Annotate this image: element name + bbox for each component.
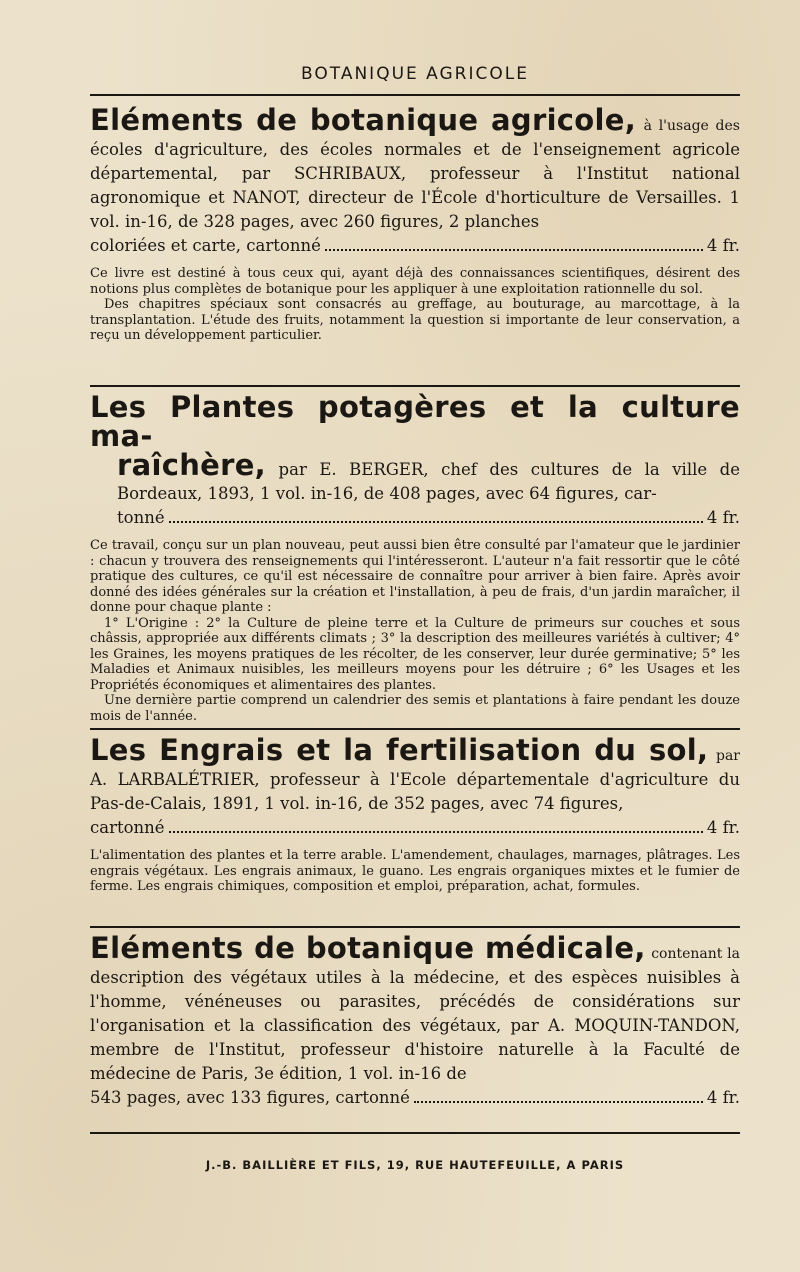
entry-description-lead: A. LARBALÉTRIER, professeur à l'Ecole départementale d'agriculture du Pas-de-Calais, 1891, 1 vol. in-16, de 352 pages, avec 74 figures, <box>90 770 740 813</box>
entry-description-lead: description des végétaux utiles à la médecine, et des espèces nuisibles à l'homme, vénéneuses ou parasites, précédés de considérations sur l'organisation et la classification des végétaux, par A. MOQUIN-TANDON, membre de l'Institut, professeur d'histoire naturelle à la Faculté de médecine de Paris, 3e édition, 1 vol. in-16 de <box>90 968 740 1083</box>
price-label: 543 pages, avec 133 figures, cartonné <box>90 1088 410 1107</box>
entry-summary: Ce travail, conçu sur un plan nouveau, peut aussi bien être consulté par l'amateur que le jardinier : chacun y trouvera des renseignements qui l'intéresseront. L'auteur n'a fait ressortir que le côté pratique des cultures, ce qu'il est nécessaire de connaître pour arriver à bien faire. Après avoir donné des idées générales sur la création et l'installation, à peu de frais, d'un jardin maraîcher, il donne pour chaque plante : <box>90 538 740 615</box>
price-line <box>90 816 740 840</box>
publisher-imprint: J.-B. BAILLIÈRE ET FILS, 19, RUE HAUTEFEUILLE, A PARIS <box>205 1158 625 1172</box>
leader-dots <box>414 1101 703 1103</box>
price: 4 fr. <box>706 818 740 837</box>
price-line <box>90 1086 740 1110</box>
entry-summary: Des chapitres spéciaux sont consacrés au greffage, au bouturage, au marcottage, à la transplantation. L'étude des fruits, notamment la question si importante de leur conservation, a reçu un développement particulier. <box>90 297 740 343</box>
entry-summary: Une dernière partie comprend un calendrier des semis et plantations à faire pendant les douze mois de l'année. <box>90 693 740 724</box>
entry-lead-small: contenant la <box>651 946 740 962</box>
price-label: tonné <box>117 508 165 527</box>
entry-lead-small: par <box>715 748 740 764</box>
price-label: coloriées et carte, cartonné <box>90 236 321 255</box>
entry-lead-small: à l'usage des <box>643 118 740 134</box>
price-line <box>90 234 740 258</box>
entry-title-continued: raîchère, <box>117 448 267 482</box>
entry-title: Les Plantes potagères et la culture ma- <box>90 390 740 453</box>
price-line <box>90 506 740 530</box>
book-entry-engrais <box>90 733 740 895</box>
divider <box>90 926 740 928</box>
price: 4 fr. <box>706 236 740 255</box>
leader-dots <box>169 521 703 523</box>
entry-title: Eléments de botanique agricole, <box>90 103 637 137</box>
price-label: cartonné <box>90 818 165 837</box>
price: 4 fr. <box>706 1088 740 1107</box>
entry-summary: L'alimentation des plantes et la terre arable. L'amendement, chaulages, marnages, plâtrages. Les engrais végétaux. Les engrais animaux, le guano. Les engrais organiques mixtes et le fumier de ferme. Les engrais chimiques, composition et emploi, préparation, achat, formules. <box>90 848 740 894</box>
book-entry-botanique-agricole <box>90 103 740 344</box>
book-entry-plantes-potageres <box>90 390 741 724</box>
book-entry-botanique-medicale <box>90 931 740 1110</box>
leader-dots <box>169 831 703 833</box>
leader-dots <box>325 249 703 251</box>
price: 4 fr. <box>706 508 740 527</box>
entry-title: Les Engrais et la fertilisation du sol, <box>90 733 709 767</box>
running-head: BOTANIQUE AGRICOLE <box>301 64 529 84</box>
divider <box>90 728 740 730</box>
entry-summary: Ce livre est destiné à tous ceux qui, ayant déjà des connaissances scientifiques, désirent des notions plus complètes de botanique pour les appliquer à une exploitation rationnelle du sol. <box>90 266 740 297</box>
divider <box>90 385 740 387</box>
divider <box>90 94 740 96</box>
entry-summary: 1° L'Origine : 2° la Culture de pleine terre et la Culture de primeurs sur couches et sous châssis, appropriée aux différents climats ; 3° la description des meilleures variétés à cultiver; 4° les Graines, les moyens pratiques de les récolter, de les conserver, leur durée germinative; 5° les Maladies et Animaux nuisibles, les meilleurs moyens pour les détruire ; 6° les Usages et les Propriétés économiques et alimentaires des plantes. <box>90 615 740 693</box>
entry-title: Eléments de botanique médicale, <box>90 931 646 965</box>
divider <box>90 1132 740 1134</box>
entry-description-lead: par E. BERGER, chef des cultures de la ville de Bordeaux, 1893, 1 vol. in-16, de 408 pages, avec 64 figures, car- <box>117 460 741 503</box>
entry-description-lead: écoles d'agriculture, des écoles normales et de l'enseignement agricole départemental, par SCHRIBAUX, professeur à l'Institut national agronomique et NANOT, directeur de l'École d'horticulture de Versailles. 1 vol. in-16, de 328 pages, avec 260 figures, 2 planches <box>90 140 740 231</box>
